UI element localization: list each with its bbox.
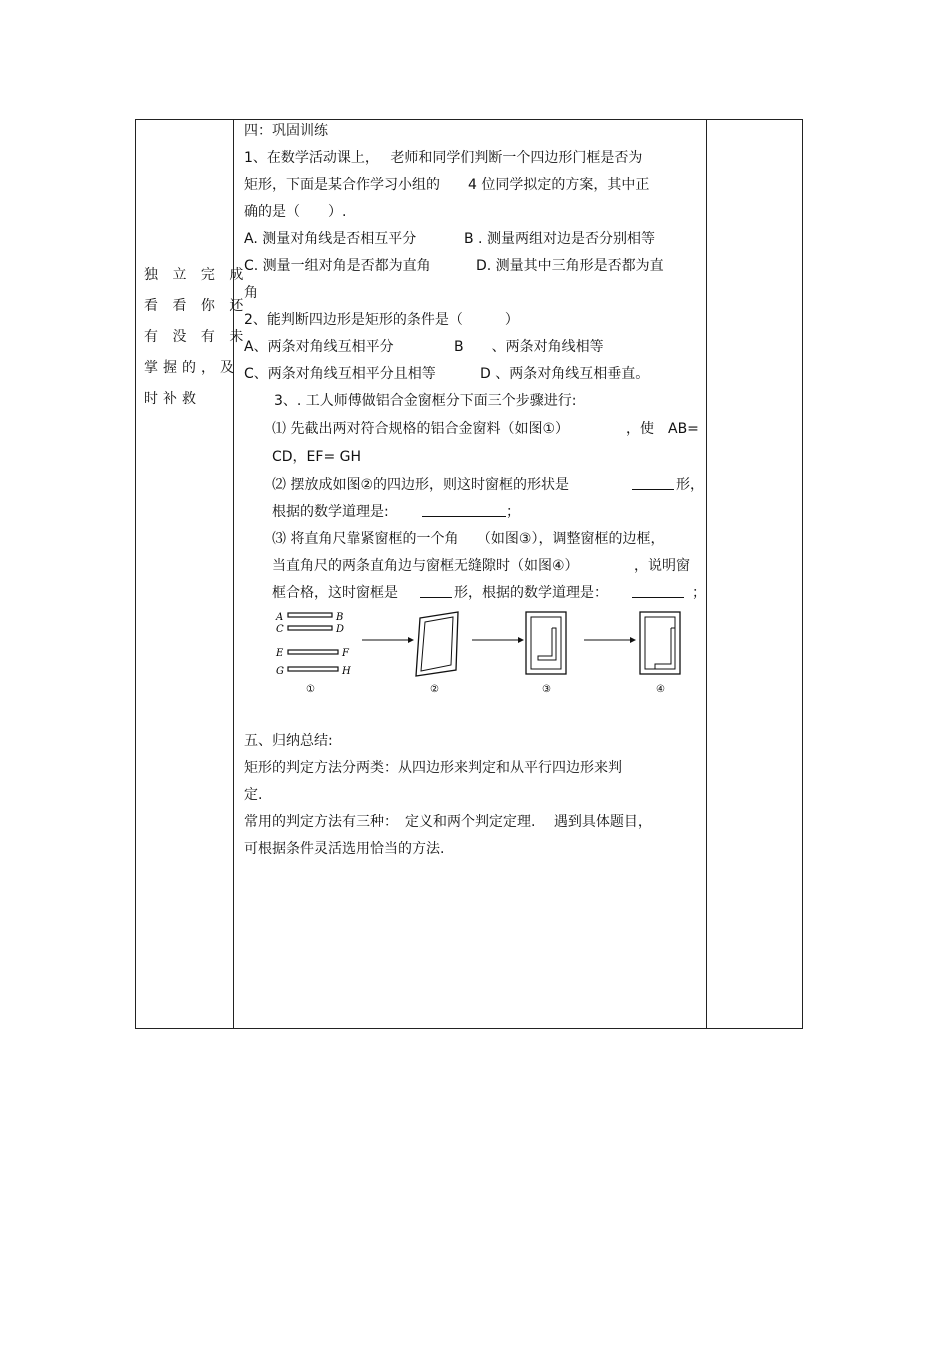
bar-label: C (276, 624, 284, 635)
section4-title: 四：巩固训练 (244, 123, 328, 139)
answer-blank (632, 475, 674, 490)
summary-p2-line2: 可根据条件灵活选用恰当的方法. (244, 841, 445, 857)
summary-p1-line2: 定. (244, 787, 263, 803)
q1-line3: 确的是（ ）. (244, 204, 347, 220)
q3-step1-tail: ，使 AB= (626, 421, 699, 437)
lesson-table (135, 119, 803, 1029)
q3-step2-tail: 形， (676, 477, 704, 493)
arrow-head (408, 637, 414, 643)
bar-label: H (342, 666, 351, 677)
summary-p2-line1: 常用的判定方法有三种： 定义和两个判定定理. 遇到具体题目， (244, 814, 652, 830)
q2-option-d: D 、两条对角线互相垂直。 (480, 366, 650, 382)
figure-caption: ① (306, 684, 315, 695)
q2-stem: 2、能判断四边形是矩形的条件是（ ） (244, 312, 519, 328)
q1-line1: 1、在数学活动课上， 老师和同学们判断一个四边形门框是否为 (244, 150, 643, 166)
arrow-head (630, 637, 636, 643)
q3-stem: 3、. 工人师傅做铝合金窗框分下面三个步骤进行: (274, 393, 577, 409)
frame-2-inner (421, 617, 453, 671)
bar-ef (288, 650, 338, 654)
remarks-column (706, 120, 804, 1028)
bar-label: A (276, 612, 284, 623)
q1-option-a: A. 测量对角线是否相互平分 (244, 231, 417, 247)
q3-step2-line1: ⑵ 摆放成如图②的四边形，则这时窗框的形状是 (272, 477, 569, 493)
side-note-line: 看 看 你 还 (144, 298, 249, 314)
q2-option-c: C、两条对角线互相平分且相等 (244, 366, 436, 382)
answer-blank (422, 502, 506, 517)
bar-cd (288, 626, 332, 630)
q3-step1-line1: ⑴ 先截出两对符合规格的铝合金窗料（如图①） (272, 421, 569, 437)
q3-step3-end: ； (692, 585, 706, 601)
side-note-line: 掌握的，及 (144, 360, 239, 376)
bar-label: F (342, 648, 349, 659)
frame-3 (526, 612, 566, 674)
q2-option-b: B 、两条对角线相等 (454, 339, 604, 355)
arrow-head (518, 637, 524, 643)
q3-step3-line2: 当直角尺的两条直角边与窗框无缝隙时（如图④） (272, 558, 579, 574)
bar-label: B (336, 612, 344, 623)
summary-p1-line1: 矩形的判定方法分两类：从四边形来判定和从平行四边形来判 (244, 760, 622, 776)
bar-label: E (276, 648, 284, 659)
answer-blank (420, 583, 452, 598)
window-frame-figure (272, 608, 702, 696)
section5-title: 五、归纳总结: (244, 733, 333, 749)
figure-caption: ② (430, 684, 439, 695)
bar-label: G (276, 666, 284, 677)
q1-option-d: D. 测量其中三角形是否都为直 (476, 258, 664, 274)
q3-step1-line2: CD，EF= GH (272, 449, 362, 465)
bar-gh (288, 667, 338, 671)
frame-4 (640, 612, 680, 674)
bar-label: D (336, 624, 345, 635)
notes-column (136, 120, 249, 1028)
set-square (655, 628, 675, 669)
side-note-line: 时补救 (144, 391, 201, 407)
side-note (144, 260, 249, 415)
answer-blank (632, 583, 684, 598)
q1-option-d-cont: 角 (244, 285, 258, 301)
side-note-line: 有 没 有 未 (144, 329, 249, 345)
side-note-line: 独 立 完 成 (144, 267, 249, 283)
q3-step3-line1: ⑶ 将直角尺靠紧窗框的一个角 （如图③），调整窗框的边框， (272, 531, 665, 547)
q3-step3-line3b: 形，根据的数学道理是： (454, 585, 608, 601)
figure-caption: ④ (656, 684, 665, 695)
figure-caption: ③ (542, 684, 551, 695)
q3-step3-tail: ，说明窗 (634, 558, 690, 574)
q3-step3-line3a: 框合格，这时窗框是 (272, 585, 398, 601)
q1-option-b: B . 测量两组对边是否分别相等 (464, 231, 655, 247)
bar-ab (288, 613, 332, 617)
q1-option-c: C. 测量一组对角是否都为直角 (244, 258, 431, 274)
q2-option-a: A、两条对角线互相平分 (244, 339, 394, 355)
set-square (538, 628, 556, 660)
q3-step2-line2: 根据的数学道理是: (272, 504, 389, 520)
q1-line2: 矩形，下面是某合作学习小组的 4 位同学拟定的方案，其中正 (244, 177, 650, 193)
q3-step2-end: ； (506, 504, 520, 520)
